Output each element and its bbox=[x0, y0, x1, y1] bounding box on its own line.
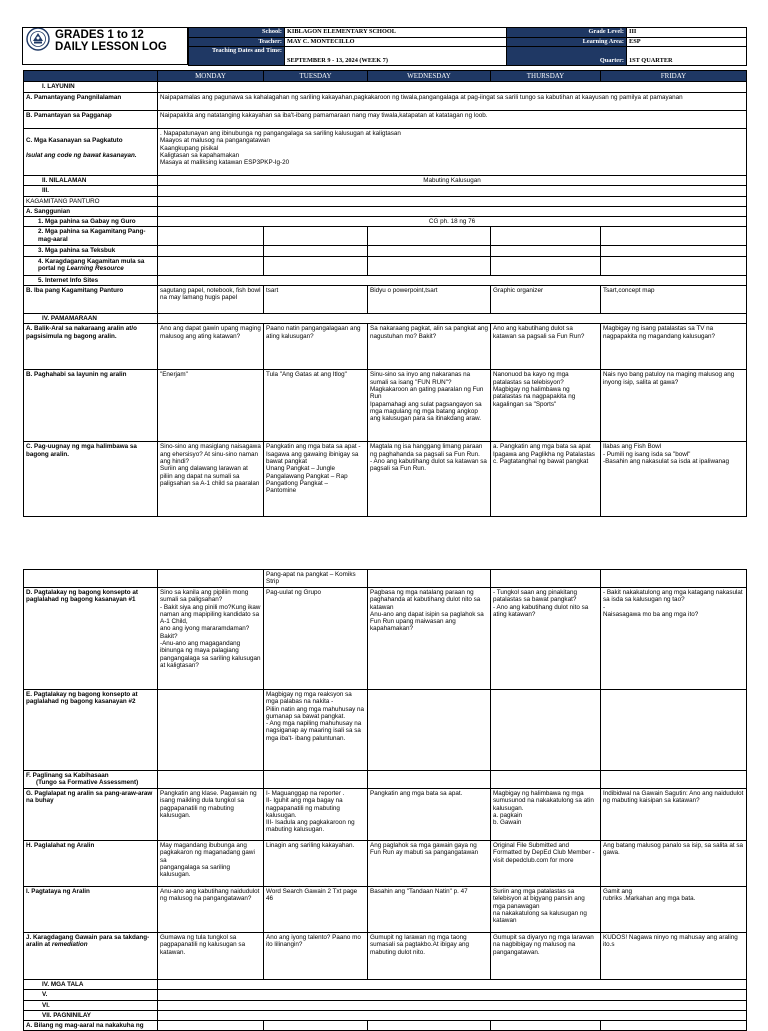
empty-cell bbox=[158, 246, 264, 256]
empty-cell bbox=[368, 227, 491, 246]
row-mga-tala: IV. MGA TALA bbox=[24, 980, 158, 990]
row-balik-label: A. Balik-Aral sa nakaraang aralin at/o pagsisimula ng bagong aralin. bbox=[24, 324, 158, 370]
pagtalakay1-monday: Sino sa kanila ang pipiliin mong sumali sa paligsahan? - Bakit siya ang pinili mo?Kung ikaw naman ang mapipiling kandidato sa A-1 Child, ano ang iyong mararamdaman? Bakit? -Anu-ano ang magagandang ibinunga ng maya palagiang pangangalaga sa sariling kalusugan at kaligtasan? bbox=[158, 588, 264, 690]
empty-cell bbox=[158, 990, 747, 1000]
paguugnay-friday: Ilabas ang Fish Bowl - Pumili ng isang isda sa "bowl" -Basahin ang nakasulat sa isda at ipaliwanag bbox=[601, 442, 747, 517]
lesson-table-page-2 bbox=[23, 569, 747, 1031]
row-paglalahat-label: H. Paglalahat ng Aralin bbox=[24, 841, 158, 887]
nilalaman-text: Mabuting Kalusugan bbox=[158, 176, 747, 186]
iba-thursday: Graphic organizer bbox=[491, 286, 601, 314]
paglalapat-tuesday: I- Maguanggap na reporter . II- Iguhit ang mga bagay na nagpapanatili ng mabuting kalusugan. III- Isadula ang pagkakaroon ng mabuting kalusugan. bbox=[264, 789, 368, 841]
iba-friday: Tsart,concept map bbox=[601, 286, 747, 314]
day-header-monday: MONDAY bbox=[158, 71, 264, 82]
grade-label: Grade Level: bbox=[507, 28, 627, 38]
pagtalakay1-friday: - Bakit nakakatulong ang mga katagang nakasulat sa isda sa kalusugan ng tao? - Naisasagawa mo ba ang mga ito? bbox=[601, 588, 747, 690]
area-value: ESP bbox=[627, 37, 747, 47]
empty-cell bbox=[158, 227, 264, 246]
pagtalakay2-tuesday: Magbigay ng mga reaksyon sa mga palabas na nakita - Piliin natin ang mga mahuhusay na gumanap sa bawat pangkat. - Ang mga napiling mahuhusay na nagsiganap ay maaring isali sa sa mga iba't- ibang paluntunan. bbox=[264, 690, 368, 771]
kabihasaan-sub: (Tungo sa Formative Assessment) bbox=[36, 779, 139, 787]
lr-portal-text: 4. Karagdagang Kagamitan mula sa portal ng bbox=[38, 257, 145, 273]
pagtalakay1-tuesday: Pag-uulat ng Grupo bbox=[264, 588, 368, 690]
day-header-friday: FRIDAY bbox=[601, 71, 747, 82]
pamamaraan-empty bbox=[158, 314, 747, 324]
empty-cell bbox=[158, 1021, 264, 1031]
kagamitan-empty bbox=[158, 196, 747, 206]
empty-cell bbox=[158, 980, 747, 990]
balik-friday: Magbigay ng isang patalastas sa TV na nagpapakita ng magandang kalusugan? bbox=[601, 324, 747, 370]
title-line-2: DAILY LESSON LOG bbox=[55, 41, 167, 53]
row-sanggunian: A. Sanggunian bbox=[24, 206, 158, 216]
karagdagan-title: J. Karagdagang Gawain para sa takdang-aralin at bbox=[26, 934, 150, 949]
karagdagan-tuesday: Ano ang iyong talento? Paano mo ito lilinangin? bbox=[264, 933, 368, 980]
row-a-text: Naipapamalas ang pagunawa sa kahalagahan ng sariling kakayahan,pagkakaroon ng tiwala,pangangalaga at pag-iingat sa sarili tungo sa kabutihan at kaayusan ng pamilya at pamayanan bbox=[158, 93, 747, 111]
paglalahat-friday: Ang batang malusog panalo sa isip, sa salita at sa gawa. bbox=[601, 841, 747, 887]
layunin-empty bbox=[158, 82, 747, 93]
row-layunin: I. LAYUNIN bbox=[24, 82, 158, 93]
paguugnay-thursday: a. Pangkatin ang mga bata sa apat Ipagawa ang Paglikha ng Patalastas c. Pagtatanghal ng bawat pangkat bbox=[491, 442, 601, 517]
empty-cell bbox=[491, 771, 601, 789]
row-nilalaman: II. NILALAMAN bbox=[24, 176, 158, 186]
empty-cell bbox=[158, 690, 264, 771]
paglalahat-thursday: Original File Submitted and Formatted by DepEd Club Member - visit depedclub.com for more bbox=[491, 841, 601, 887]
paghahabi-tuesday: Tula "Ang Gatas at ang Itlog" bbox=[264, 370, 368, 442]
empty-cell bbox=[601, 227, 747, 246]
karagdagan-wednesday: Gumupit ng larawan ng mga taong sumasali sa pagtakbo.At ibigay ang mabuting dulot nito. bbox=[368, 933, 491, 980]
empty-cell bbox=[601, 771, 747, 789]
sanggunian-empty bbox=[158, 206, 747, 216]
paghahabi-monday: "Enerjam" bbox=[158, 370, 264, 442]
paglalapat-wednesday: Pangkatin ang mga bata sa apat. bbox=[368, 789, 491, 841]
pagtataya-friday: Gamit ang rubriks .Markahan ang mga bata. bbox=[601, 887, 747, 933]
balik-tuesday: Paano natin pangangalagaan ang ating kalusugan? bbox=[264, 324, 368, 370]
empty-cell bbox=[601, 256, 747, 275]
empty-cell bbox=[491, 227, 601, 246]
day-header-thursday: THURSDAY bbox=[491, 71, 601, 82]
quarter-value: 1ST QUARTER bbox=[627, 47, 747, 66]
balik-monday: Ano ang dapat gawin upang maging malusog ang ating katawan? bbox=[158, 324, 264, 370]
row-kagamitan: KAGAMITANG PANTURO bbox=[24, 196, 158, 206]
paguugnay-tuesday: Pangkatin ang mga bata sa apat - Isagawa ang gawaing ibinigay sa bawat pangkat Unang Pangkat – Jungle Pangalawang Pangkat – Rap Pangatlong Pangkat – Pantomine bbox=[264, 442, 368, 517]
title-frame bbox=[22, 27, 188, 65]
lr-portal-italic: Learning Resource bbox=[66, 265, 124, 273]
empty-cell bbox=[491, 256, 601, 275]
iba-tuesday: tsart bbox=[264, 286, 368, 314]
iii-empty bbox=[158, 186, 747, 196]
row-c-sub: Isulat ang code ng bawat kasanayan. bbox=[26, 151, 137, 159]
day-header-tuesday: TUESDAY bbox=[264, 71, 368, 82]
empty-cell bbox=[601, 690, 747, 771]
paglalahat-wednesday: Ang paglahok sa mga gawain gaya ng Fun Run ay mabuti sa pangangatawan bbox=[368, 841, 491, 887]
row-iba-label: B. Iba pang Kagamitang Panturo bbox=[24, 286, 158, 314]
paglalapat-friday: Indibidwal na Gawain Sagutin: Ano ang naidudulot ng mabuting kaisipan sa katawan? bbox=[601, 789, 747, 841]
paghahabi-wednesday: Sinu-sino sa inyo ang nakaranas na sumali sa isang "FUN RUN"? Magkakaroon an gating paaralan ng Fun Run Ipapamahagi ang sulat pagsangayon sa mga magulang ng mga batang angkop ang kalusugan para sa itinakdang araw. bbox=[368, 370, 491, 442]
empty-cell bbox=[158, 570, 264, 588]
empty-cell bbox=[601, 1021, 747, 1031]
row-lr-portal bbox=[24, 256, 158, 275]
empty-cell bbox=[264, 771, 368, 789]
empty-cell bbox=[368, 246, 491, 256]
row-vi: VI. bbox=[24, 1000, 158, 1010]
balik-wednesday: Sa nakaraang pagkat, alin sa pangkat ang nagustuhan mo? Bakit? bbox=[368, 324, 491, 370]
row-paghahabi-label: B. Paghahabi sa layunin ng aralin bbox=[24, 370, 158, 442]
empty-cell bbox=[24, 570, 158, 588]
row-pagtalakay1-label: D. Pagtalakay ng bagong konsepto at paglalahad ng bagong kasanayan #1 bbox=[24, 588, 158, 690]
paglalapat-thursday: Magbigay ng halimbawa ng mga sumusunod na nakakatulong sa atin kalusugan. a. pagkain b. Gawain bbox=[491, 789, 601, 841]
pagtataya-tuesday: Word Search Gawain 2 Txt page 46 bbox=[264, 887, 368, 933]
pagtalakay1-wednesday: Pagbasa ng mga natalang paraan ng paghahanda at kabutihang dulot nito sa katawan Anu-ano ang dapat isipin sa paglahok sa Fun Run upang maiwasan ang kapahamakan? bbox=[368, 588, 491, 690]
row-pagtataya-label: I. Pagtataya ng Aralin bbox=[24, 887, 158, 933]
row-bilang: A. Bilang ng mag-aaral na nakakuha ng bbox=[24, 1021, 158, 1031]
empty-cell bbox=[601, 570, 747, 588]
row-b-text: Naipapakita ang natatanging kakayahan sa iba't-ibang pamamaraan nang may tiwala,katapatan at katatagan ng loob. bbox=[158, 111, 747, 129]
header-info-table bbox=[188, 27, 747, 66]
empty-cell bbox=[368, 1021, 491, 1031]
empty-cell bbox=[264, 227, 368, 246]
row-c-label bbox=[24, 129, 158, 176]
row-gabay: 1. Mga pahina sa Gabay ng Guro bbox=[24, 217, 158, 227]
dates-label: Teaching Dates and Time: bbox=[189, 47, 285, 66]
empty-cell bbox=[264, 256, 368, 275]
teacher-label: Teacher: bbox=[189, 37, 285, 47]
empty-cell bbox=[158, 1000, 747, 1010]
row-a-label: A. Pamantayang Pangnilalaman bbox=[24, 93, 158, 111]
row-pamamaraan: IV. PAMAMARAAN bbox=[24, 314, 158, 324]
corner-cell bbox=[24, 71, 158, 82]
day-header-wednesday: WEDNESDAY bbox=[368, 71, 491, 82]
pagtalakay1-thursday: - Tungkol saan ang pinakitang patalastas sa bawat pangkat? - Ano ang kabutihang dulot nito sa ating katawan? bbox=[491, 588, 601, 690]
row-karagdagan-label bbox=[24, 933, 158, 980]
row-pagtalakay2-label: E. Pagtalakay ng bagong konsepto at paglalahad ng bagong kasanayan #2 bbox=[24, 690, 158, 771]
paghahabi-thursday: Nanonuod ba kayo ng mga patalastas sa telebisyon? Magbigay ng halimbawa ng patalastas na nagpapakita ng kagalingan sa "Sports" bbox=[491, 370, 601, 442]
empty-cell bbox=[158, 256, 264, 275]
lesson-table-page-1 bbox=[23, 70, 747, 517]
pagtataya-monday: Anu-ano ang kabutihang naidudulot ng malusog na pangangatawan? bbox=[158, 887, 264, 933]
empty-cell bbox=[491, 1021, 601, 1031]
school-label: School: bbox=[189, 28, 285, 38]
gabay-text: CG ph. 18 ng 76 bbox=[158, 217, 747, 227]
row-paguugnay-label: C. Pag-uugnay ng mga halimbawa sa bagong aralin. bbox=[24, 442, 158, 517]
row-pagninilay: VII. PAGNINILAY bbox=[24, 1010, 158, 1020]
area-label: Learning Area: bbox=[507, 37, 627, 47]
pagtataya-thursday: Suriin ang mga patalastas sa telebisyon at bigyang pansin ang mga panawagan na nakakatulong sa kalusugan ng katawan bbox=[491, 887, 601, 933]
school-value: KIBLAGON ELEMENTARY SCHOOL bbox=[285, 28, 507, 38]
empty-cell bbox=[158, 771, 264, 789]
empty-cell bbox=[368, 771, 491, 789]
row-paglalapat-label: G. Paglalapat ng aralin sa pang-araw-araw na buhay bbox=[24, 789, 158, 841]
dates-value: SEPTEMBER 9 - 13, 2024 (WEEK 7) bbox=[285, 47, 507, 66]
empty-cell bbox=[264, 1021, 368, 1031]
empty-cell bbox=[491, 690, 601, 771]
empty-cell bbox=[158, 1010, 747, 1020]
row-b-label: B. Pamantayan sa Pagganap bbox=[24, 111, 158, 129]
p2-tuesday-top: Pang-apat na pangkat – Komiks Strip bbox=[264, 570, 368, 588]
karagdagan-friday: KUDOS! Nagawa ninyo ng mahusay ang araling ito.s bbox=[601, 933, 747, 980]
empty-cell bbox=[368, 690, 491, 771]
row-c-text: . Napapatunayan ang ibinubunga ng pangangalaga sa sariling kalusugan at kaligtasan Maayos at malusog na pangangatawan Kaangkupang pisikal Kaligtasan sa kapahamakan Masaya at maliksing katawan ESP3PKP-Ig-20 bbox=[158, 129, 747, 176]
empty-cell bbox=[264, 246, 368, 256]
row-iii: III. bbox=[24, 186, 158, 196]
paglalapat-monday: Pangkatin ang klase. Pagawain ng isang maikling dula tungkol sa pagpapanatili ng mabuting kalusugan. bbox=[158, 789, 264, 841]
paguugnay-monday: Sino-sino ang masiglang naisagawa ang ehersisyo? At sinu-sino naman ang hindi? Suriin ang dalawang larawan at piliin ang dapat na sumali sa paligsahan sa A-1 child sa paaralan bbox=[158, 442, 264, 517]
karagdagan-monday: Gumawa ng tula tungkol sa pagpapanatili ng kalusugan sa katawan. bbox=[158, 933, 264, 980]
row-kagamitang-aaral: 2. Mga pahina sa Kagamitang Pang-mag-aaral bbox=[24, 227, 158, 246]
iba-wednesday: Bidyu o powerpoint,tsart bbox=[368, 286, 491, 314]
teacher-value: MAY C. MONTECILLO bbox=[285, 37, 507, 47]
balik-thursday: Ano ang kabutihang dulot sa katawan sa pagsali sa Fun Run? bbox=[491, 324, 601, 370]
paguugnay-wednesday: Magtala ng isa hanggang limang paraan ng paghahanda sa pagsali sa Fun Run. - Ano ang kabutihang dulot sa katawan sa pagsali sa Fun Run. bbox=[368, 442, 491, 517]
empty-cell bbox=[601, 246, 747, 256]
quarter-label: Quarter: bbox=[507, 47, 627, 66]
karagdagan-thursday: Gumupit sa diyaryo ng mga larawan na nagbibigay ng malusog na pangangatawan. bbox=[491, 933, 601, 980]
empty-cell bbox=[491, 570, 601, 588]
row-v: V. bbox=[24, 990, 158, 1000]
empty-cell bbox=[368, 256, 491, 275]
empty-cell bbox=[368, 570, 491, 588]
row-internet: 5. Internet Info Sites bbox=[24, 275, 158, 285]
row-teksbuk: 3. Mga pahina sa Teksbuk bbox=[24, 246, 158, 256]
paghahabi-friday: Nais nyo bang patuloy na maging malusog ang inyong isip, salita at gawa? bbox=[601, 370, 747, 442]
grade-value: III bbox=[627, 28, 747, 38]
row-kabihasaan-label bbox=[24, 771, 158, 789]
internet-empty bbox=[158, 275, 747, 285]
empty-cell bbox=[491, 246, 601, 256]
pagtataya-wednesday: Basahin ang "Tandaan Natin" p. 47 bbox=[368, 887, 491, 933]
iba-monday: sagutang papel, notebook, fish bowl na may lamang hugis papel bbox=[158, 286, 264, 314]
karagdagan-italic: remediation bbox=[51, 941, 88, 949]
paglalahat-tuesday: Linagin ang sariling kakayahan. bbox=[264, 841, 368, 887]
title-line-1: GRADES 1 to 12 bbox=[55, 29, 144, 41]
kabihasaan-title: F. Paglinang sa Kabihasaan bbox=[26, 772, 109, 779]
paglalahat-monday: May magandang ibubunga ang pagkakaron ng maganadang gawi sa pangangalaga sa sariling kalusugan. bbox=[158, 841, 264, 887]
row-c-title: C. Mga Kasanayan sa Pagkatuto bbox=[26, 137, 123, 145]
